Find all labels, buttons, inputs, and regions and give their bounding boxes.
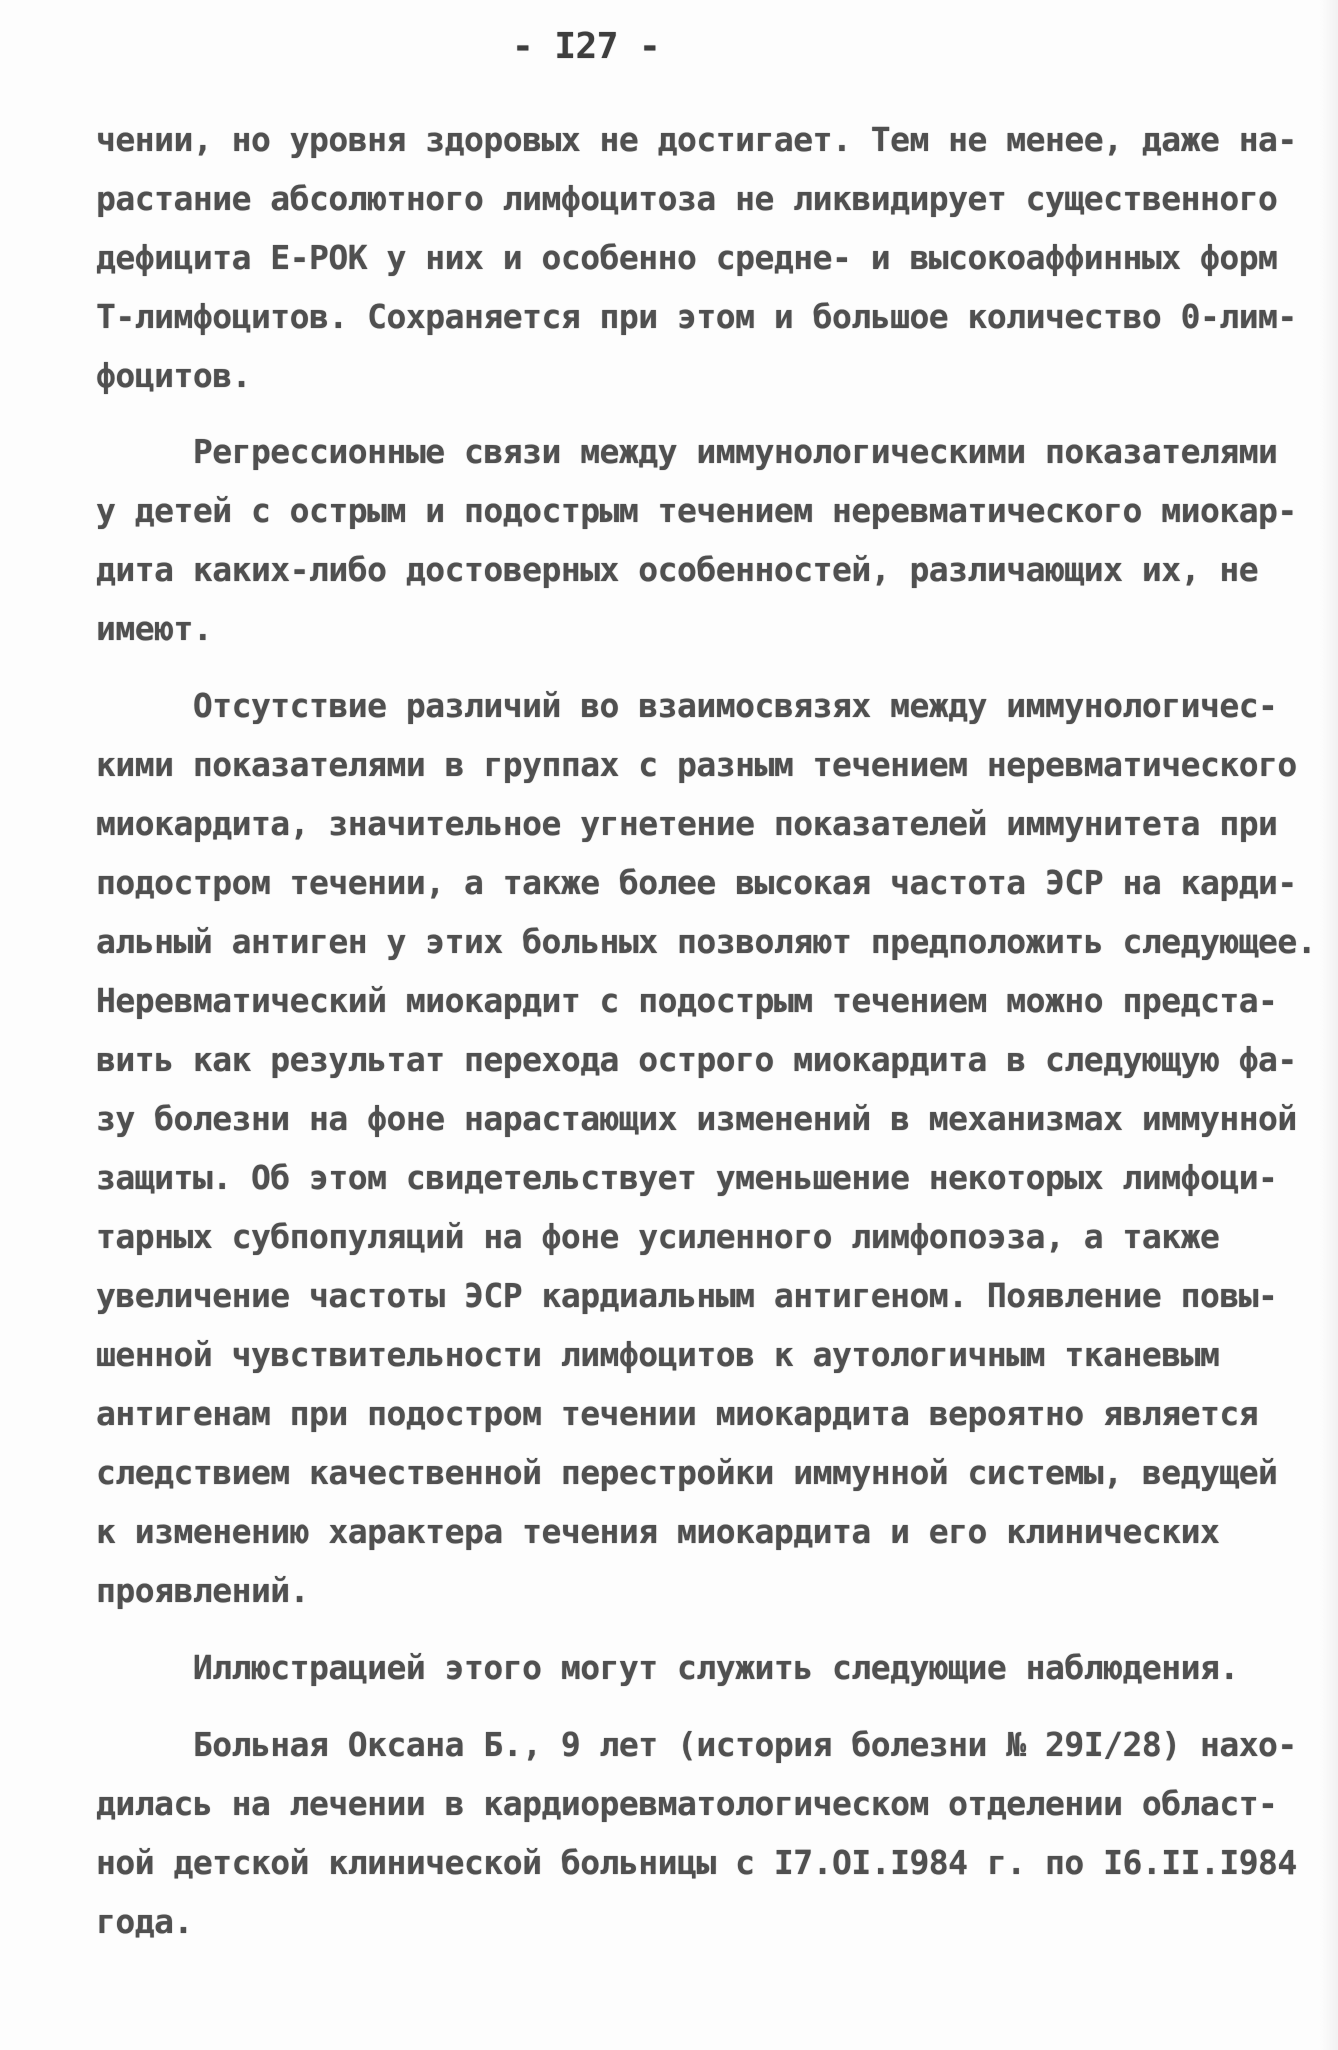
text-line: у детей с острым и подострым течением неревматического миокар-: [96, 491, 1297, 530]
text-line: растание абсолютного лимфоцитоза не ликвидирует существенного: [96, 179, 1278, 218]
text-line: проявлений.: [96, 1571, 310, 1610]
text-line: вить как результат перехода острого миокардита в следующую фа-: [96, 1040, 1297, 1079]
text-line: антигенам при подостром течении миокардита вероятно является: [96, 1394, 1259, 1433]
text-line: Регрессионные связи между иммунологическими показателями: [96, 432, 1278, 471]
text-line: увеличение частоты ЭСР кардиальным антигеном. Появление повы-: [96, 1276, 1278, 1315]
text-line: Иллюстрацией этого могут служить следующие наблюдения.: [96, 1648, 1239, 1687]
text-line: Отсутствие различий во взаимосвязях между иммунологичес-: [96, 686, 1278, 725]
text-line: подостром течении, а также более высокая частота ЭСР на карди-: [96, 863, 1297, 902]
text-line: дилась на лечении в кардиоревматологическом отделении област-: [96, 1784, 1278, 1823]
text-line: чении, но уровня здоровых не достигает. Тем не менее, даже на-: [96, 120, 1297, 159]
text-line: фоцитов.: [96, 356, 251, 395]
page-edge-shadow: [1320, 0, 1338, 2050]
text-line: к изменению характера течения миокардита и его клинических: [96, 1512, 1220, 1551]
text-line: ной детской клинической больницы с I7.ОI.I984 г. по I6.II.I984: [96, 1843, 1297, 1882]
text-line: тарных субпопуляций на фоне усиленного лимфопоэза, а также: [96, 1217, 1220, 1256]
text-line: года.: [96, 1902, 193, 1941]
text-line: защиты. Об этом свидетельствует уменьшение некоторых лимфоци-: [96, 1158, 1278, 1197]
text-line: Т-лимфоцитов. Сохраняется при этом и большое количество 0-лим-: [96, 297, 1297, 336]
text-line: Неревматический миокардит с подострым течением можно предста-: [96, 981, 1278, 1020]
text-line: шенной чувствительности лимфоцитов к аутологичным тканевым: [96, 1335, 1220, 1374]
text-line: имеют.: [96, 609, 213, 648]
text-line: миокардита, значительное угнетение показателей иммунитета при: [96, 804, 1278, 843]
text-line: дита каких-либо достоверных особенностей, различающих их, не: [96, 550, 1259, 589]
page-number: - I27 -: [512, 26, 661, 67]
text-line: зу болезни на фоне нарастающих изменений в механизмах иммунной: [96, 1099, 1297, 1138]
text-line: кими показателями в группах с разным течением неревматического: [96, 745, 1297, 784]
text-line: дефицита Е-РОК у них и особенно средне- и высокоаффинных форм: [96, 238, 1278, 277]
text-line: альный антиген у этих больных позволяют предположить следующее.: [96, 922, 1317, 961]
text-line: Больная Оксана Б., 9 лет (история болезни № 29I/28) нахо-: [96, 1725, 1297, 1764]
text-line: следствием качественной перестройки иммунной системы, ведущей: [96, 1453, 1278, 1492]
